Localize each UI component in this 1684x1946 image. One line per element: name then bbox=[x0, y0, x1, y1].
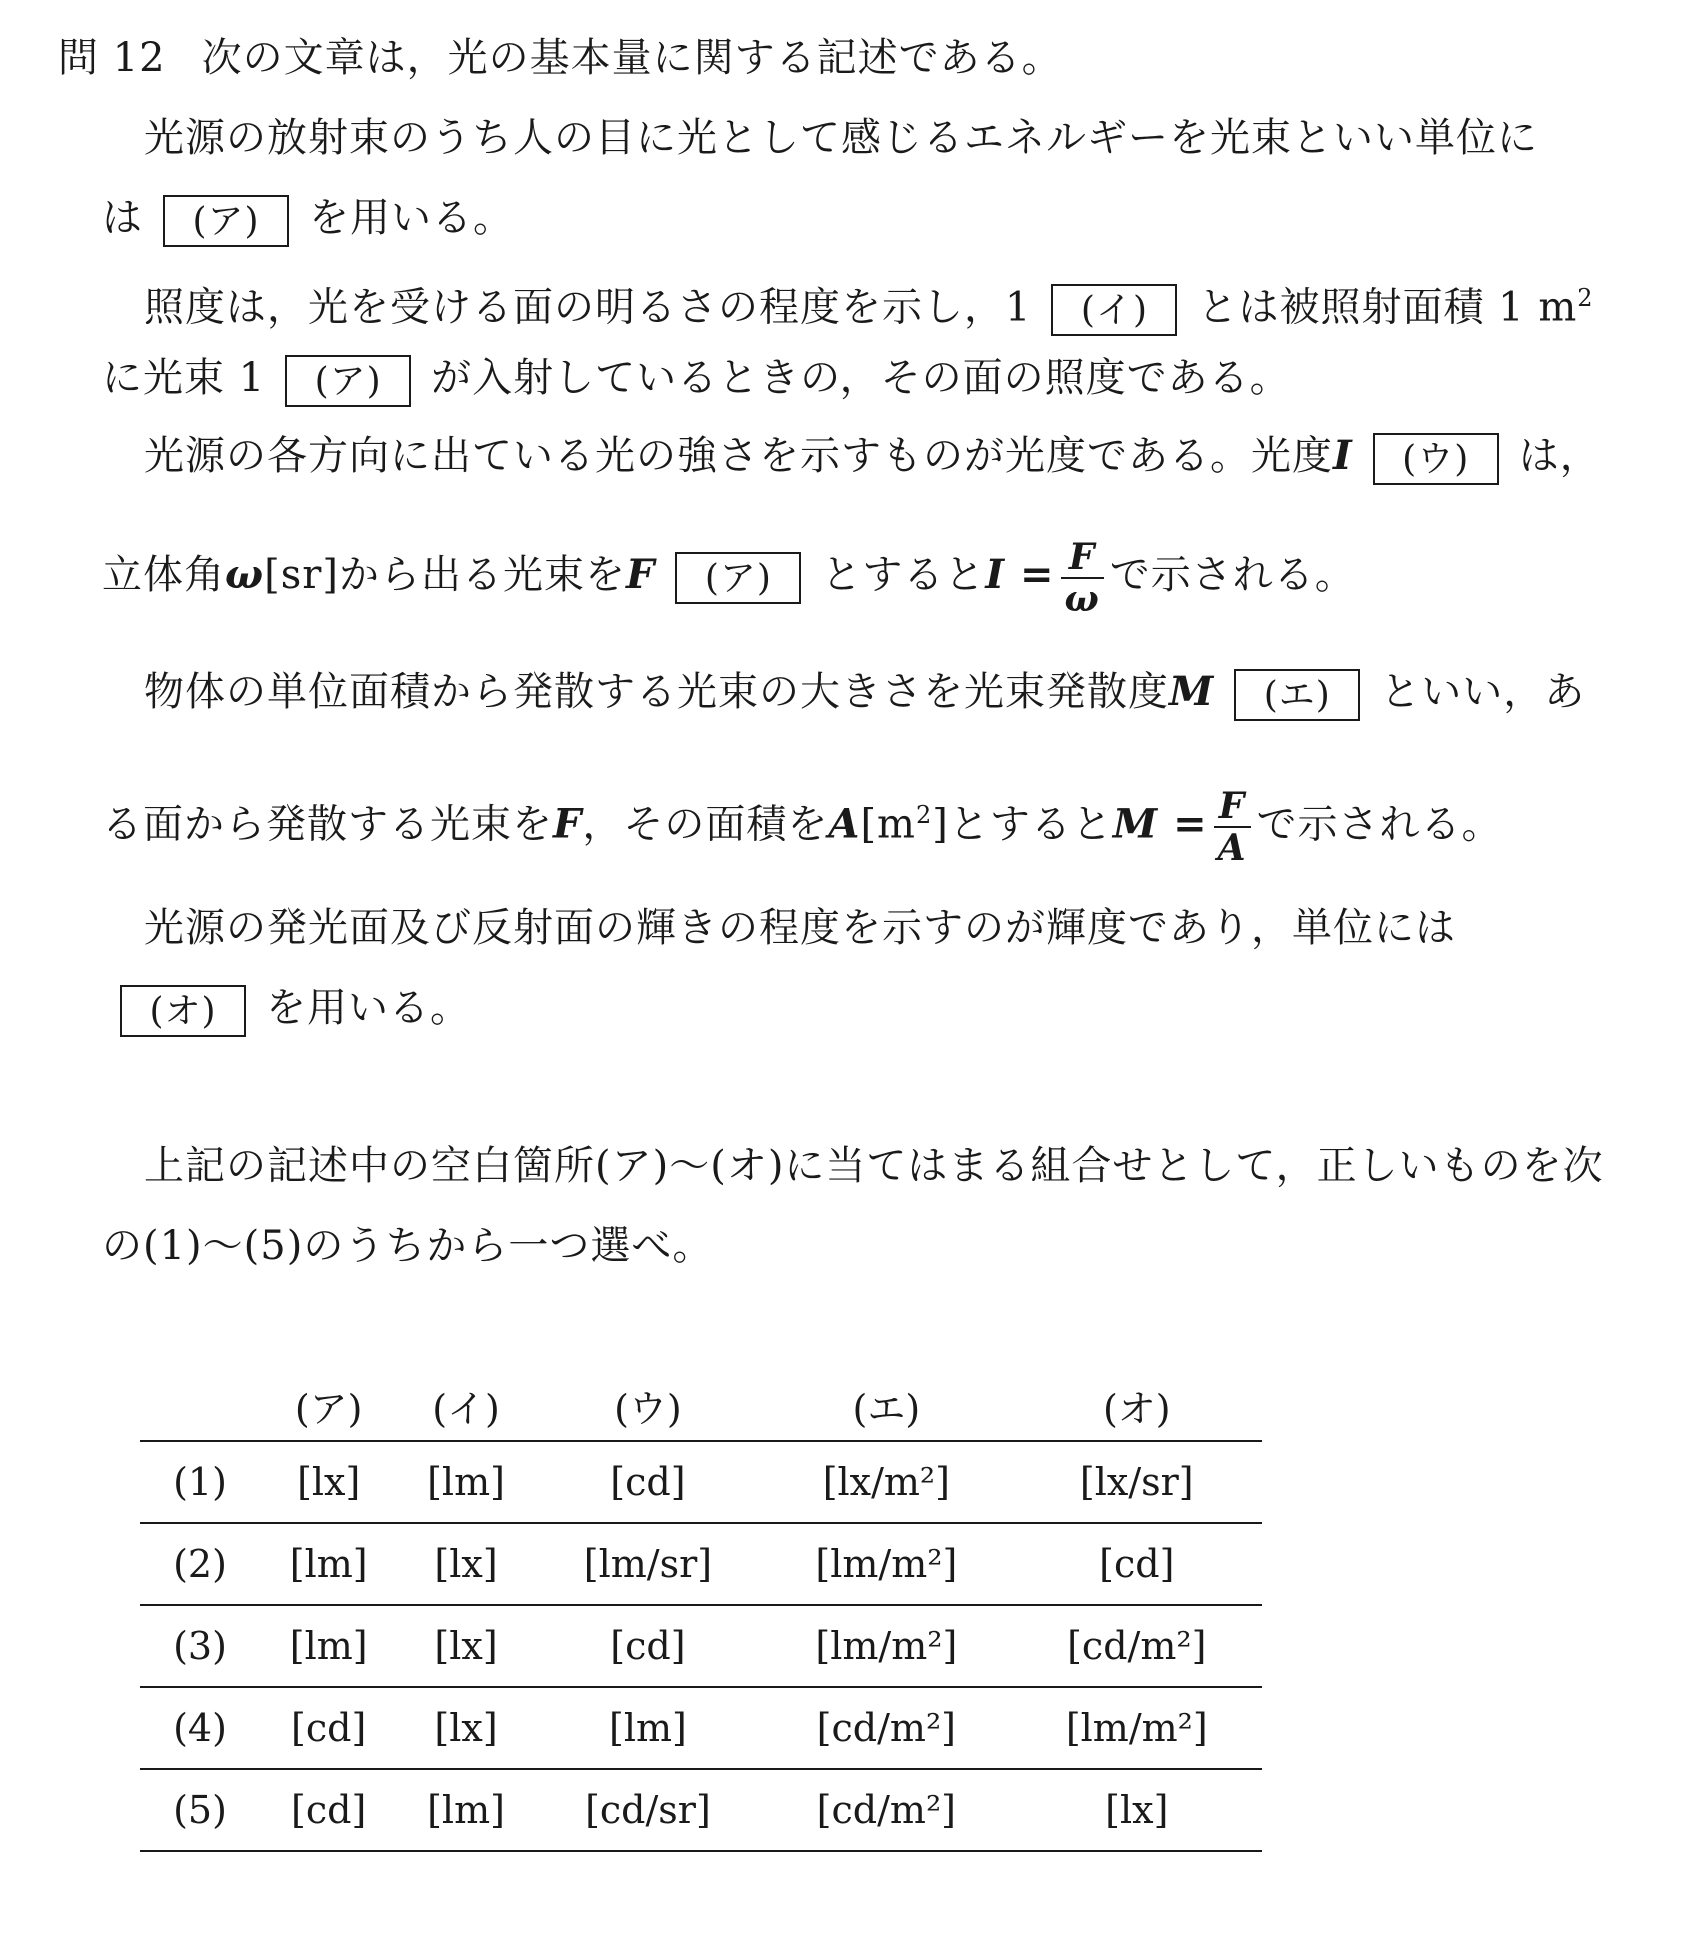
blank-e: (エ) bbox=[1234, 669, 1360, 721]
paragraph-1-line-1 bbox=[144, 110, 1684, 166]
text: 上記の記述中の空白箇所(ア)～(オ)に当てはまる組合せとして，正しいものを次 bbox=[144, 1143, 1604, 1189]
table-row bbox=[140, 1523, 1262, 1605]
superscript: 2 bbox=[916, 801, 933, 829]
text: は bbox=[102, 195, 143, 241]
unit-end: ] bbox=[932, 801, 949, 848]
table-cell: [lx] bbox=[434, 1542, 498, 1586]
text: 照度は，光を受ける面の明るさの程度を示し，1 bbox=[144, 284, 1032, 331]
numerator: F bbox=[1214, 786, 1251, 828]
instruction-line-1 bbox=[144, 1138, 1684, 1194]
table-header-cell bbox=[140, 1370, 260, 1441]
choice-number: (3) bbox=[173, 1624, 227, 1668]
table-cell: [lx] bbox=[434, 1624, 498, 1668]
variable-i: I bbox=[1333, 432, 1353, 479]
choice-number: (1) bbox=[173, 1460, 227, 1504]
variable-f: F bbox=[553, 800, 583, 848]
text: に光束 1 bbox=[102, 355, 266, 401]
table-cell: [cd/m²] bbox=[816, 1706, 956, 1750]
table-cell: [lm] bbox=[289, 1542, 368, 1586]
blank-u: (ウ) bbox=[1373, 433, 1499, 485]
paragraph-3-line-2 bbox=[102, 530, 1684, 620]
table-header-row bbox=[140, 1370, 1262, 1441]
table-cell: [lx/m²] bbox=[822, 1460, 950, 1504]
denominator: A bbox=[1217, 827, 1247, 870]
table-cell: [lm] bbox=[427, 1788, 505, 1832]
table-cell: [cd] bbox=[1099, 1542, 1175, 1586]
table-cell: [lm] bbox=[427, 1460, 505, 1504]
paragraph-2-line-1 bbox=[144, 270, 1684, 336]
table-cell: [cd/m²] bbox=[816, 1788, 956, 1832]
fraction-f-over-omega bbox=[1061, 537, 1104, 619]
table-header-cell: (ウ) bbox=[614, 1386, 682, 1431]
text: 光源の各方向に出ている光の強さを示すものが光度である。光度 bbox=[144, 433, 1333, 479]
table-cell: [cd/m²] bbox=[1067, 1624, 1207, 1668]
blank-a: (ア) bbox=[675, 552, 801, 604]
text: とすると bbox=[948, 801, 1113, 848]
instruction-line-2 bbox=[102, 1218, 1684, 1274]
text: を用いる。 bbox=[309, 195, 514, 241]
question-intro: 次の文章は，光の基本量に関する記述である。 bbox=[201, 35, 1063, 81]
table-cell: [lx] bbox=[1105, 1788, 1169, 1832]
text: は， bbox=[1518, 433, 1601, 479]
table-cell: [lm/m²] bbox=[815, 1542, 958, 1586]
variable-f: F bbox=[625, 551, 656, 598]
table-row bbox=[140, 1441, 1262, 1523]
text: とは被照射面積 1 m bbox=[1197, 284, 1578, 331]
table-cell: [lm] bbox=[289, 1624, 368, 1668]
text: で示される。 bbox=[1256, 801, 1503, 848]
table-header-cell: (エ) bbox=[852, 1386, 921, 1431]
blank-o: (オ) bbox=[120, 985, 246, 1037]
table-row bbox=[140, 1687, 1262, 1769]
paragraph-4-line-1 bbox=[144, 664, 1684, 721]
table-cell: [cd] bbox=[610, 1460, 686, 1504]
table-cell: [cd] bbox=[610, 1624, 686, 1668]
fraction-f-over-a bbox=[1214, 786, 1251, 868]
text: 光源の発光面及び反射面の輝きの程度を示すのが輝度であり，単位には bbox=[144, 905, 1456, 951]
choice-number: (2) bbox=[173, 1542, 227, 1586]
numerator: F bbox=[1061, 537, 1104, 579]
variable-a: A bbox=[828, 800, 861, 848]
paragraph-5-line-1 bbox=[144, 900, 1684, 956]
text: の(1)～(5)のうちから一つ選べ。 bbox=[102, 1223, 714, 1269]
variable-m: M bbox=[1169, 668, 1215, 715]
table-cell: [lm/m²] bbox=[815, 1624, 958, 1668]
variable-omega: ω bbox=[225, 551, 265, 598]
text: [sr]から出る光束を bbox=[264, 552, 626, 598]
question-header bbox=[58, 30, 1684, 86]
blank-a: (ア) bbox=[163, 195, 289, 247]
text: 立体角 bbox=[102, 552, 225, 598]
table-header-cell: (ア) bbox=[294, 1386, 363, 1431]
paragraph-1-line-2 bbox=[102, 190, 1684, 247]
question-label: 問 12 bbox=[58, 35, 166, 81]
answer-choices-table bbox=[140, 1370, 1262, 1852]
table-cell: [lx/sr] bbox=[1079, 1460, 1194, 1504]
paragraph-2-line-2 bbox=[102, 350, 1684, 407]
unit: [m bbox=[860, 801, 916, 848]
table-cell: [cd] bbox=[291, 1788, 367, 1832]
paragraph-3-line-1 bbox=[144, 428, 1684, 485]
text: を用いる。 bbox=[266, 985, 471, 1031]
table-cell: [lx] bbox=[434, 1706, 498, 1750]
table-row bbox=[140, 1605, 1262, 1687]
superscript: 2 bbox=[1577, 284, 1594, 312]
text: 物体の単位面積から発散する光束の大きさを光束発散度 bbox=[144, 669, 1169, 715]
table-header-cell: (イ) bbox=[432, 1386, 500, 1431]
text: とすると bbox=[821, 552, 986, 598]
text: ，その面積を bbox=[582, 801, 829, 848]
denominator: ω bbox=[1064, 578, 1100, 620]
table-cell: [cd/sr] bbox=[585, 1788, 711, 1832]
choice-number: (5) bbox=[173, 1788, 227, 1832]
text: といい，あ bbox=[1380, 669, 1586, 715]
table-row bbox=[140, 1769, 1262, 1851]
text: る面から発散する光束を bbox=[102, 801, 553, 848]
blank-i: (イ) bbox=[1051, 284, 1177, 336]
paragraph-4-line-2 bbox=[102, 770, 1684, 869]
equation-lhs: I = bbox=[985, 551, 1055, 598]
equation-lhs: M = bbox=[1112, 800, 1208, 848]
table-cell: [lm/m²] bbox=[1065, 1706, 1208, 1750]
table-cell: [lm] bbox=[609, 1706, 687, 1750]
choice-number: (4) bbox=[173, 1706, 227, 1750]
text: 光源の放射束のうち人の目に光として感じるエネルギーを光束といい単位に bbox=[144, 115, 1538, 161]
text: が入射しているときの，その面の照度である。 bbox=[431, 355, 1291, 401]
table-cell: [cd] bbox=[291, 1706, 367, 1750]
table-cell: [lx] bbox=[297, 1460, 361, 1504]
text: で示される。 bbox=[1109, 552, 1356, 598]
table-header-cell: (オ) bbox=[1102, 1386, 1171, 1431]
blank-a: (ア) bbox=[285, 355, 411, 407]
table-cell: [lm/sr] bbox=[583, 1542, 713, 1586]
paragraph-5-line-2 bbox=[102, 980, 1684, 1037]
